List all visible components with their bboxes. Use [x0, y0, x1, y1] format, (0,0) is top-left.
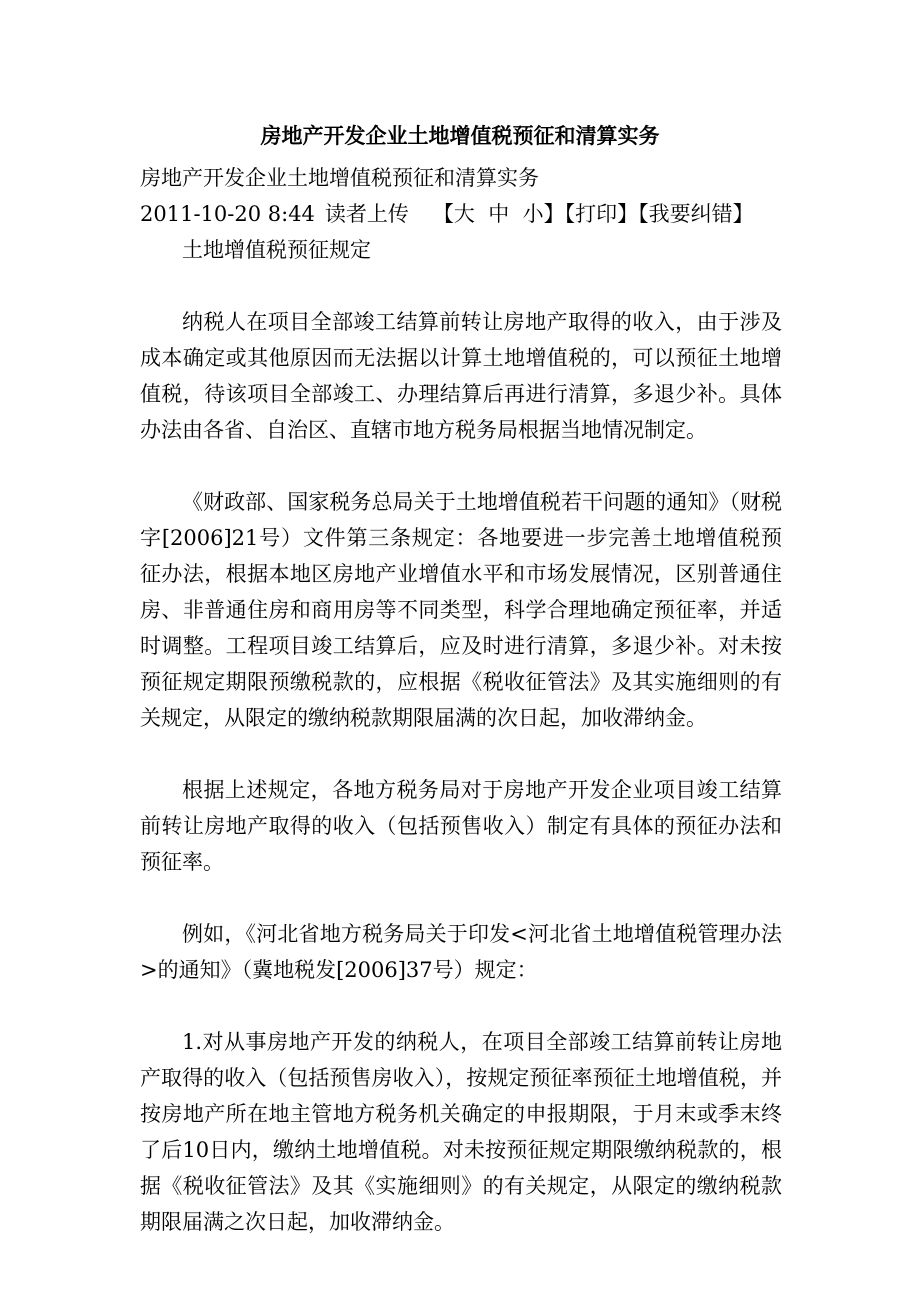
paragraph-3: 根据上述规定，各地方税务局对于房地产开发企业项目竣工结算前转让房地产取得的收入（包括预售收入）制定有具体的预征办法和预征率。	[140, 778, 782, 874]
font-size-controls	[409, 202, 565, 226]
paragraph-2: 《财政部、国家税务总局关于土地增值税若干问题的通知》（财税字[2006]21号）文件第三条规定：各地要进一步完善土地增值税预征办法，根据本地区房地产业增值水平和市场发展情况，区别普通住房、非普通住房和商用房等不同类型，科学合理地确定预征率，并适时调整。工程项目竣工结算后，应及时进行清算，多退少补。对未按预征规定期限预缴税款的，应根据《税收征管法》及其实施细则的有关规定，从限定的缴纳税款期限届满的次日起，加收滞纳金。	[140, 490, 782, 730]
publish-datetime: 2011-10-20 8:44	[140, 202, 315, 226]
article-subtitle: 房地产开发企业土地增值税预征和清算实务	[140, 166, 539, 190]
paragraph-1: 纳税人在项目全部竣工结算前转让房地产取得的收入，由于涉及成本确定或其他原因而无法据以计算土地增值税的，可以预征土地增值税，待该项目全部竣工、办理结算后再进行清算，多退少补。具体办法由各省、自治区、直辖市地方税务局根据当地情况制定。	[140, 310, 782, 442]
author-label: 读者上传	[324, 202, 409, 226]
spacer	[140, 880, 782, 916]
font-large-link[interactable]: 大	[453, 202, 475, 226]
spacer	[140, 448, 782, 484]
document-body	[140, 160, 782, 1240]
font-medium-link[interactable]: 中	[488, 202, 510, 226]
spacer	[140, 268, 782, 304]
paragraph-5: 1.对从事房地产开发的纳税人，在项目全部竣工结算前转让房地产取得的收入（包括预售房收入），按规定预征率预征土地增值税，并按房地产所在地主管地方税务机关确定的申报期限，于月末或季末终了后10日内，缴纳土地增值税。对未按预征规定期限缴纳税款的，根据《税收征管法》及其《实施细则》的有关规定，从限定的缴纳税款期限届满之次日起，加收滞纳金。	[140, 1030, 782, 1234]
paragraph-4: 例如，《河北省地方税务局关于印发<河北省土地增值税管理办法>的通知》（冀地税发[2006]37号）规定：	[140, 922, 782, 982]
report-error-link[interactable]: 【我要纠错】	[638, 202, 754, 226]
print-link[interactable]: 【打印】	[564, 202, 639, 226]
font-size-bracket-open: 【	[432, 202, 454, 226]
article-meta	[140, 196, 782, 232]
spacer	[140, 736, 782, 772]
spacer	[140, 988, 782, 1024]
font-size-bracket-close: 】	[543, 202, 565, 226]
font-small-link[interactable]: 小	[522, 202, 544, 226]
section-heading: 土地增值税预征规定	[182, 238, 371, 262]
document-title: 房地产开发企业土地增值税预征和清算实务	[260, 124, 660, 148]
